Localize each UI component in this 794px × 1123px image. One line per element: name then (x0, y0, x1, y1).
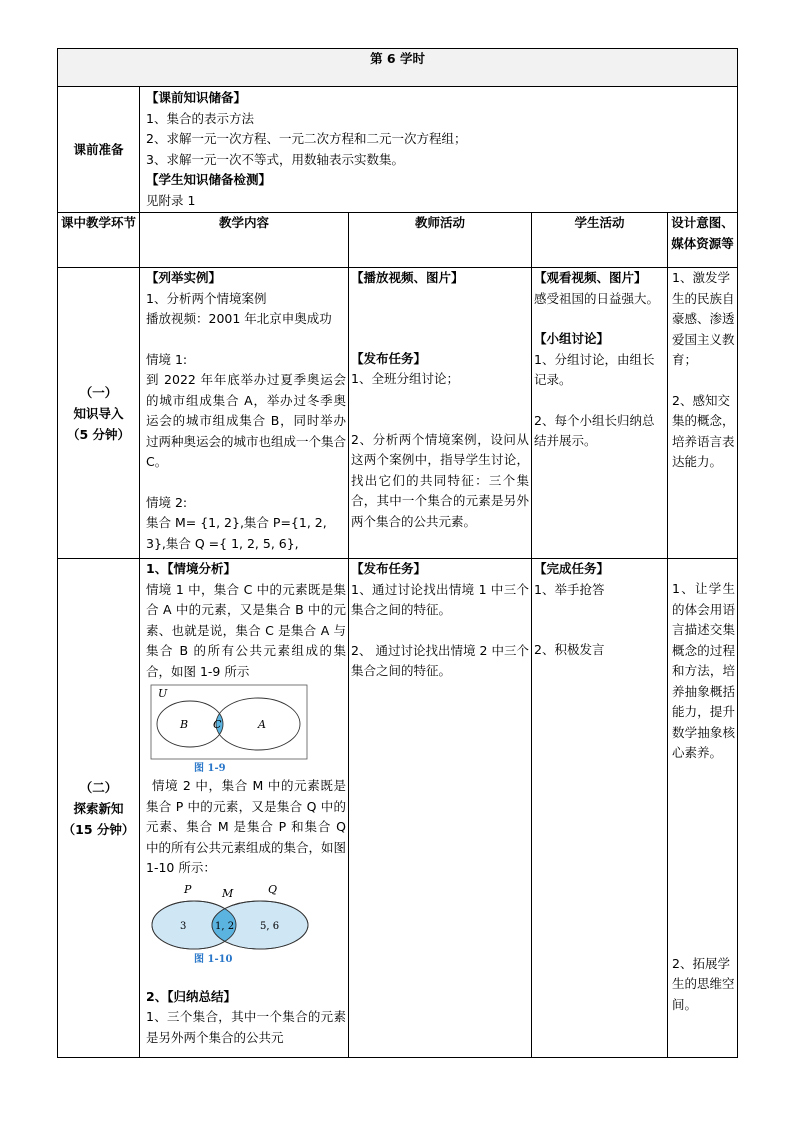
stage-line: （15 分钟） (62, 821, 135, 837)
venn-diagram-1-10 (150, 881, 310, 953)
section2-teacher (349, 559, 532, 1058)
header-content: 教学内容 (140, 213, 349, 268)
prep-item: 1、集合的表示方法 (146, 110, 254, 126)
section1-teacher (349, 268, 532, 559)
stage-line: 知识导入 (73, 405, 124, 421)
lesson-plan-table (57, 48, 738, 1058)
lesson-title: 第 6 学时 (58, 49, 738, 87)
prep-label: 课前准备 (58, 87, 140, 213)
section2-design (668, 559, 738, 1058)
case1-text: 到 2022 年年底举办过夏季奥运会的城市组成集合 A，举办过冬季奥运会的城市组成集合 B，同时举办过两种奥运会的城市也组成一个集合 C。 (146, 372, 347, 469)
value-middle: 1, 2 (215, 920, 235, 932)
label-c: C (213, 718, 222, 731)
label-q: Q (268, 882, 278, 896)
content-para: 情境 1 中，集合 C 中的元素既是集合 A 中的元素，又是集合 B 中的元素、也就是说，集合 C 是集合 A 与集合 B 的所有公共元素组成的集合，如图 1-9 所示 (146, 581, 346, 679)
lesson-plan-page (57, 48, 737, 1068)
student-text: 感受祖国的日益强大。 (534, 290, 660, 306)
prep-item: 2、求解一元一次方程、一元二次方程和二元一次方程组； (146, 131, 467, 146)
label-m: M (222, 886, 234, 900)
student-item: 1、分组讨论，由组长记录。 (534, 351, 655, 387)
student-heading: 【小组讨论】 (534, 331, 610, 346)
teacher-heading: 【播放视频、图片】 (351, 270, 464, 285)
section1-content (140, 268, 349, 559)
design-item: 1、让学生的体会用语言描述交集概念的过程和方法，培养抽象概括能力，提升数学抽象核心素养。 (672, 581, 736, 760)
prep-check-heading: 【学生知识储备检测】 (146, 172, 272, 187)
student-item: 2、积极发言 (534, 642, 605, 657)
prep-row (58, 87, 738, 213)
prep-check-text: 见附录 1 (146, 192, 196, 208)
stage-line: （二） (79, 779, 118, 795)
figure-caption-1-10: 图 1-10 (194, 953, 233, 965)
design-item: 2、拓展学生的思维空间。 (672, 955, 735, 1012)
teacher-item: 2、 通过讨论找出情境 2 中三个集合之间的特征。 (351, 642, 529, 678)
content-item: 1、分析两个情境案例 (146, 290, 267, 306)
stage-line: （一） (79, 384, 118, 400)
universe-rect (151, 685, 307, 759)
case2-title: 情境 2: (146, 494, 188, 510)
title-row (58, 49, 738, 87)
header-student: 学生活动 (532, 213, 668, 268)
header-design: 设计意图、媒体资源等 (668, 213, 738, 268)
label-a: A (258, 718, 266, 731)
section1-row (58, 268, 738, 559)
section2-student (532, 559, 668, 1058)
student-item: 1、举手抢答 (534, 581, 605, 597)
content-para: 情境 2 中，集合 M 中的元素既是集合 P 中的元素，又是集合 Q 中的元素、集合 M 是集合 P 和集合 Q 中的所有公共元素组成的集合，如图 1-10 所示： (146, 778, 347, 875)
prep-content (140, 87, 738, 213)
case1-title: 情境 1: (146, 351, 188, 367)
header-row (58, 213, 738, 268)
design-item: 1、激发学生的民族自豪感、渗透爱国主义教育； (672, 270, 735, 367)
prep-knowledge-heading: 【课前知识储备】 (146, 90, 247, 105)
section2-stage (58, 559, 140, 1058)
stage-line: （5 分钟） (66, 426, 131, 442)
section2-content (140, 559, 349, 1058)
prep-item: 3、求解一元一次不等式，用数轴表示实数集。 (146, 151, 404, 167)
content-heading: 【列举实例】 (146, 270, 222, 285)
label-p: P (184, 882, 192, 896)
student-heading: 【观看视频、图片】 (534, 270, 647, 285)
student-heading: 【完成任务】 (534, 561, 610, 576)
value-right: 5, 6 (260, 920, 280, 932)
content-video: 播放视频：2001 年北京申奥成功 (146, 311, 332, 326)
content-heading: 1、【情境分析】 (146, 561, 236, 576)
header-teacher: 教师活动 (349, 213, 532, 268)
stage-line: 探索新知 (73, 800, 124, 816)
content-para: 1、三个集合，其中一个集合的元素是另外两个集合的公共元 (146, 1009, 346, 1045)
teacher-heading: 【发布任务】 (351, 561, 427, 576)
label-u: U (158, 687, 168, 700)
label-b: B (180, 718, 189, 731)
student-item: 2、每个小组长归纳总结并展示。 (534, 412, 655, 448)
design-item: 2、感知交集的概念，培养语言表达能力。 (672, 392, 735, 469)
case2-text: 集合 M= {1, 2},集合 P={1, 2, 3},集合 Q ={ 1, 2, 5, 6}, (146, 515, 327, 551)
header-stage: 课中教学环节 (58, 213, 140, 268)
value-left: 3 (180, 920, 187, 932)
teacher-item: 1、通过讨论找出情境 1 中三个集合之间的特征。 (351, 581, 529, 617)
venn-diagram-1-9 (150, 684, 310, 762)
teacher-item: 1、全班分组讨论； (351, 371, 459, 386)
section2-row (58, 559, 738, 1058)
section1-design (668, 268, 738, 559)
figure-caption-1-9: 图 1-9 (194, 763, 226, 774)
content-heading: 2、【归纳总结】 (146, 988, 236, 1004)
section1-student (532, 268, 668, 559)
teacher-item: 2、分析两个情境案例，设问从这两个案例中，指导学生讨论，找出它们的共同特征：三个集合，其中一个集合的元素是另外两个集合的公共元素。 (351, 431, 529, 529)
section1-stage (58, 268, 140, 559)
teacher-heading: 【发布任务】 (351, 350, 427, 366)
